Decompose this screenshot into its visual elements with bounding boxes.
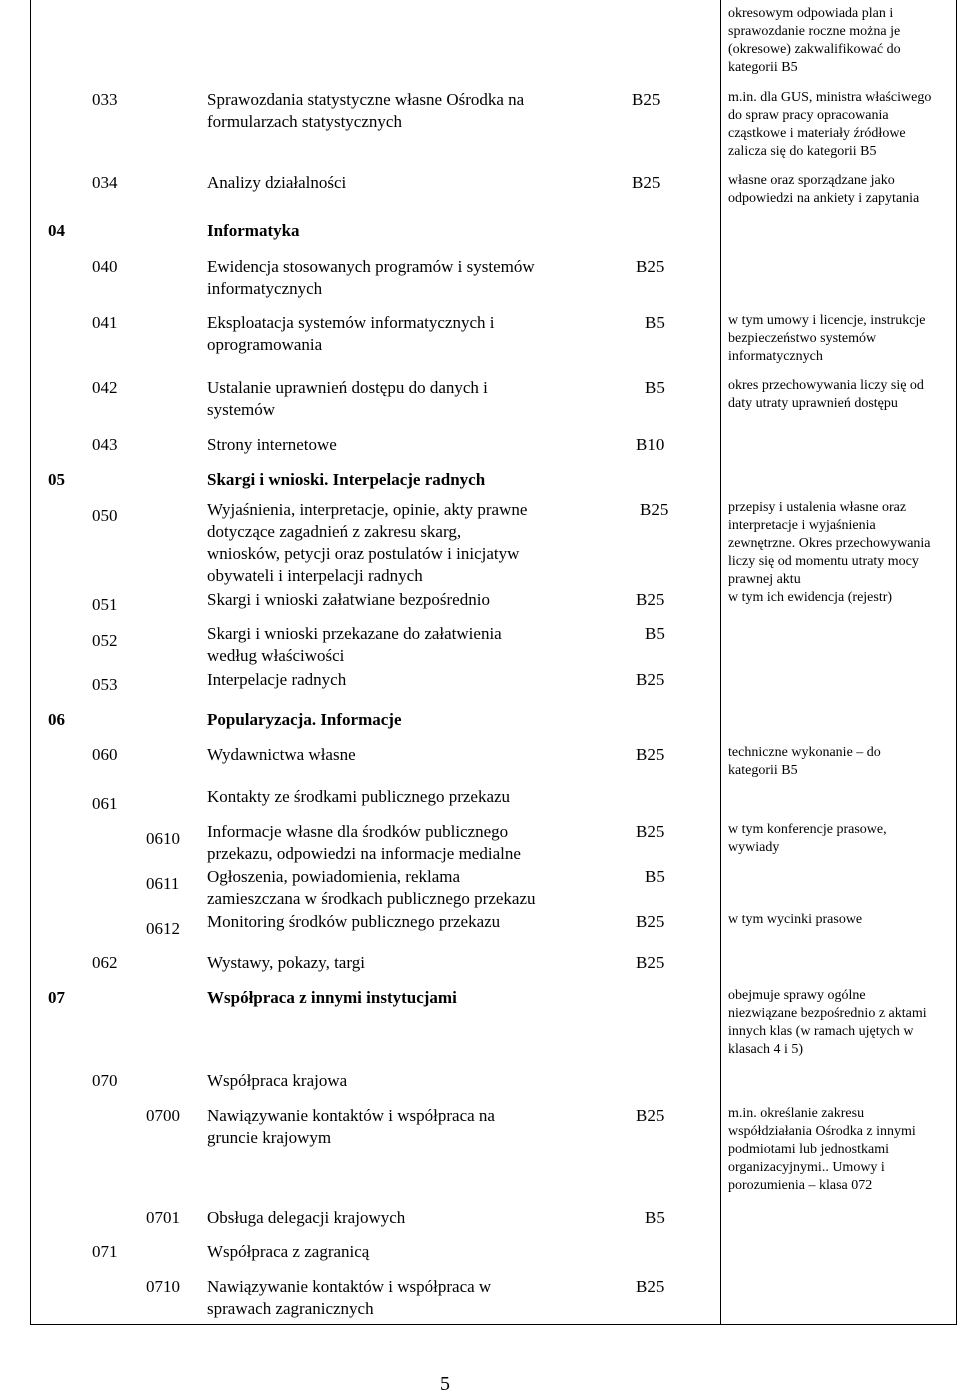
row-title-0610: Informacje własne dla środków publicznego przekazu, odpowiedzi na informacje medialne xyxy=(207,822,521,863)
row-title-070: Współpraca krajowa xyxy=(207,1071,348,1090)
row-note-051: w tym ich ewidencja (rejestr) xyxy=(728,590,893,605)
row-title-053: Interpelacje radnych xyxy=(207,670,347,689)
row-code-050: 050 xyxy=(92,506,118,525)
row-category-060: B25 xyxy=(636,745,665,764)
row-note-041: w tym umowy i licencje, instrukcje bezpieczeństwo systemów informatycznych xyxy=(728,313,926,364)
row-note-0610: w tym konferencje prasowe, wywiady xyxy=(728,822,887,855)
row-code-0701: 0701 xyxy=(146,1208,180,1227)
row-category-043: B10 xyxy=(636,435,665,454)
row-category-0611: B5 xyxy=(645,867,665,886)
row-title-06: Popularyzacja. Informacje xyxy=(207,710,402,729)
row-code-041: 041 xyxy=(92,313,118,332)
row-code-040: 040 xyxy=(92,257,118,276)
row-note-050: przepisy i ustalenia własne oraz interpretacje i wyjaśnienia zewnętrzne. Okres przechowywania liczy się od momentu utraty mocy prawnej aktu xyxy=(728,500,931,587)
row-note-07: obejmuje sprawy ogólne niezwiązane bezpośrednio z aktami innych klas (w ramach ujętych w klasach 4 i 5) xyxy=(728,988,927,1057)
row-code-071: 071 xyxy=(92,1242,118,1261)
row-category-033: B25 xyxy=(632,90,661,109)
row-code-07: 07 xyxy=(48,988,65,1007)
row-category-034: B25 xyxy=(632,173,661,192)
row-code-052: 052 xyxy=(92,631,118,650)
column-divider xyxy=(720,0,721,1325)
row-title-052: Skargi i wnioski przekazane do załatwienia według właściwości xyxy=(207,624,502,665)
row-code-061: 061 xyxy=(92,794,118,813)
row-title-071: Współpraca z zagranicą xyxy=(207,1242,370,1261)
row-category-052: B5 xyxy=(645,624,665,643)
row-category-0700: B25 xyxy=(636,1106,665,1125)
row-note-060: techniczne wykonanie – do kategorii B5 xyxy=(728,745,881,778)
row-note-0700: m.in. określanie zakresu współdziałania Ośrodka z innymi podmiotami lub jednostkami organizacyjnymi.. Umowy i porozumienia – klasa 072 xyxy=(728,1106,916,1193)
row-category-041: B5 xyxy=(645,313,665,332)
row-code-060: 060 xyxy=(92,745,118,764)
row-title-0710: Nawiązywanie kontaktów i współpraca w sprawach zagranicznych xyxy=(207,1277,492,1318)
row-title-042: Ustalanie uprawnień dostępu do danych i systemów xyxy=(207,378,488,419)
row-title-0611: Ogłoszenia, powiadomienia, reklama zamieszczana w środkach publicznego przekazu xyxy=(207,867,536,908)
row-title-041: Eksploatacja systemów informatycznych i oprogramowania xyxy=(207,313,495,354)
row-title-0612: Monitoring środków publicznego przekazu xyxy=(207,912,501,931)
row-code-0610: 0610 xyxy=(146,829,180,848)
row-code-053: 053 xyxy=(92,675,118,694)
row-title-04: Informatyka xyxy=(207,221,300,240)
row-code-042: 042 xyxy=(92,378,118,397)
page-number: 5 xyxy=(440,1373,450,1395)
row-category-050: B25 xyxy=(640,500,669,519)
row-title-033: Sprawozdania statystyczne własne Ośrodka na formularzach statystycznych xyxy=(207,90,525,131)
row-title-061: Kontakty ze środkami publicznego przekazu xyxy=(207,787,511,806)
row-title-0701: Obsługa delegacji krajowych xyxy=(207,1208,406,1227)
row-note-042: okres przechowywania liczy się od daty utraty uprawnień dostępu xyxy=(728,378,924,411)
row-title-0700: Nawiązywanie kontaktów i współpraca na gruncie krajowym xyxy=(207,1106,495,1147)
row-category-051: B25 xyxy=(636,590,665,609)
row-code-0710: 0710 xyxy=(146,1277,180,1296)
row-title-060: Wydawnictwa własne xyxy=(207,745,356,764)
row-code-043: 043 xyxy=(92,435,118,454)
row-code-033: 033 xyxy=(92,90,118,109)
row-title-043: Strony internetowe xyxy=(207,435,337,454)
row-category-0701: B5 xyxy=(645,1208,665,1227)
row-category-0710: B25 xyxy=(636,1277,665,1296)
row-code-051: 051 xyxy=(92,595,118,614)
row-code-070: 070 xyxy=(92,1071,118,1090)
row-note-0612: w tym wycinki prasowe xyxy=(728,912,863,927)
row-title-051: Skargi i wnioski załatwiane bezpośrednio xyxy=(207,590,490,609)
row-code-05: 05 xyxy=(48,470,65,489)
row-note-034: własne oraz sporządzane jako odpowiedzi na ankiety i zapytania xyxy=(728,173,920,206)
row-title-034: Analizy działalności xyxy=(207,173,347,192)
row-code-0700: 0700 xyxy=(146,1106,180,1125)
row-code-0612: 0612 xyxy=(146,919,180,938)
row-code-06: 06 xyxy=(48,710,65,729)
row-category-042: B5 xyxy=(645,378,665,397)
row-category-0612: B25 xyxy=(636,912,665,931)
row-title-050: Wyjaśnienia, interpretacje, opinie, akty prawne dotyczące zagadnień z zakresu skarg, wniosków, petycji oraz postulatów i inicjatyw obywateli i interpelacji radnych xyxy=(207,500,528,585)
row-category-0610: B25 xyxy=(636,822,665,841)
row-category-062: B25 xyxy=(636,953,665,972)
row-note-033: m.in. dla GUS, ministra właściwego do spraw pracy opracowania cząstkowe i materiały źródłowe zalicza się do kategorii B5 xyxy=(728,90,932,159)
row-code-034: 034 xyxy=(92,173,118,192)
row-title-040: Ewidencja stosowanych programów i systemów informatycznych xyxy=(207,257,535,298)
row-category-053: B25 xyxy=(636,670,665,689)
top-note: okresowym odpowiada plan i sprawozdanie roczne można je (okresowe) zakwalifikować do kategorii B5 xyxy=(728,6,901,75)
row-code-04: 04 xyxy=(48,221,65,240)
row-code-0611: 0611 xyxy=(146,874,180,893)
row-code-062: 062 xyxy=(92,953,118,972)
row-category-040: B25 xyxy=(636,257,665,276)
row-title-07: Współpraca z innymi instytucjami xyxy=(207,988,457,1007)
row-title-062: Wystawy, pokazy, targi xyxy=(207,953,365,972)
row-title-05: Skargi i wnioski. Interpelacje radnych xyxy=(207,470,486,489)
